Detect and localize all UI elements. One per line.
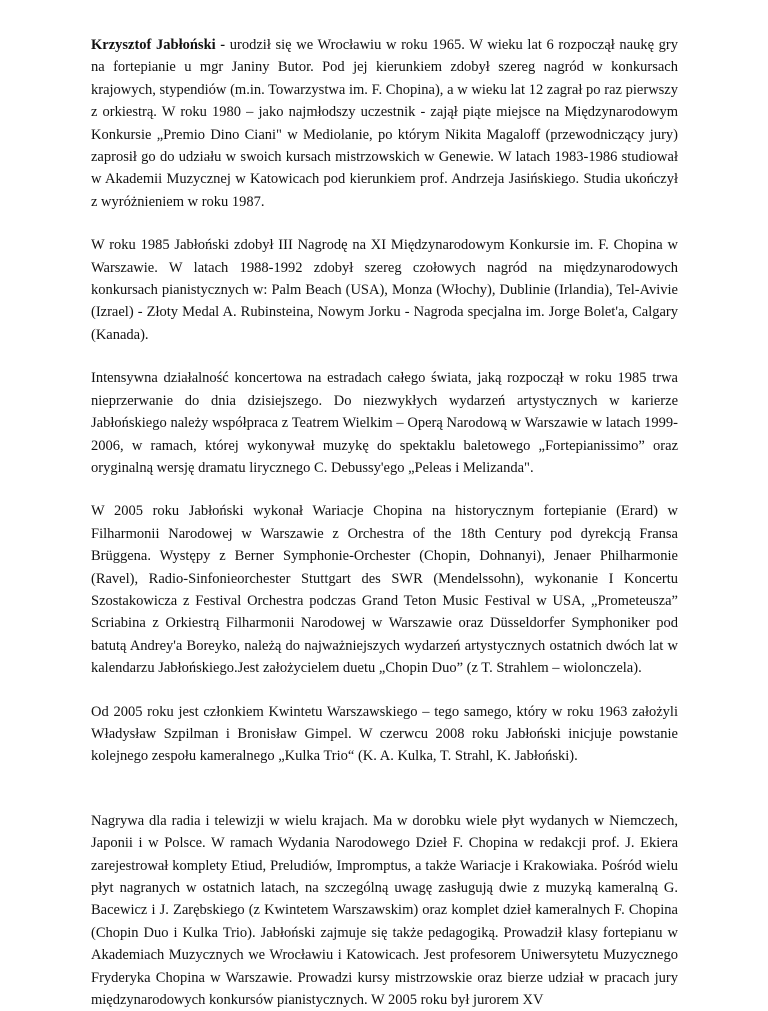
paragraph-chopin-competition: W roku 1985 Jabłoński zdobył III Nagrodę na XI Międzynarodowym Konkursie im. F. Chopina w Warszawie. W latach 1988-1992 zdobył szereg czołowych nagród na międzynarodowych konkursach pianistycznych w: Palm Beach (USA), Monza (Włochy), Dublinie (Irlandia), Tel-Avivie (Izrael) - Złoty Medal A. Rubinsteina, Nowym Jorku - Nagroda specjalna im. Jorge Bolet'a, Calgary (Kanada).	[91, 237, 678, 343]
paragraph-recordings-teaching: Nagrywa dla radia i telewizji w wielu krajach. Ma w dorobku wiele płyt wydanych w Niemczech, Japonii i w Polsce. W ramach Wydania Narodowego Dzieł F. Chopina w redakcji prof. J. Ekiera zarejestrował komplety Etiud, Preludiów, Impromptus, a także Wariacje i Krakowiaka. Pośród wielu płyt nagranych w ostatnich latach, na szczególną uwagę zasługują dwie z muzyką kameralną G. Bacewicz i J. Zarębskiego (z Kwintetem Warszawskim) oraz komplet dzieł kameralnych F. Chopina (Chopin Duo i Kulka Trio). Jabłoński zajmuje się także pedagogiką. Prowadził klasy fortepianu w Akademiach Muzycznych we Wrocławiu i Katowicach. Jest profesorem Uniwersytetu Muzycznego Fryderyka Chopina w Warszawie. Prowadzi kursy mistrzowskie oraz bierze udział w pracach jury międzynarodowych konkursów pianistycznych. W 2005 roku był jurorem XV	[91, 812, 678, 1009]
paragraph-2005-performances: W 2005 roku Jabłoński wykonał Wariacje Chopina na historycznym fortepianie (Erard) w Filharmonii Narodowej w Warszawie z Orchestra of the 18th Century pod dyrekcją Fransa Brüggena. Występy z Berner Symphonie-Orchester (Chopin, Dohnanyi), Jenaer Philharmonie (Ravel), Radio-Sinfonieorchester Stuttgart des SWR (Mendelssohn), wykonanie I Koncertu Szostakowicza z Festival Orchestra podczas Grand Teton Music Festival w USA, „Prometeusza” Scriabina z Orkiestrą Filharmonii Narodowej w Warszawie oraz Düsseldorfer Symphoniker pod batutą Andrey'a Boreyko, należą do najważniejszych wydarzeń artystycznych ostatnich dwóch lat w kalendarzu Jabłońskiego.Jest założycielem duetu „Chopin Duo” (z T. Strahlem – wiolonczela).	[91, 503, 678, 677]
document-page	[91, 34, 678, 1011]
pianist-name: Krzysztof Jabłoński -	[91, 37, 226, 53]
paragraph-concert-activity: Intensywna działalność koncertowa na estradach całego świata, jaką rozpoczął w roku 1985 trwa nieprzerwanie do dnia dzisiejszego. Do niezwykłych wydarzeń artystycznych w karierze Jabłońskiego należy współpraca z Teatrem Wielkim – Operą Narodową w Warszawie w latach 1999-2006, w ramach, której wykonywał muzykę do spektaklu baletowego „Fortepianissimo” oraz oryginalną wersję dramatu lirycznego C. Debussy'ego „Peleas i Melizanda".	[91, 370, 678, 476]
paragraph-text: urodził się we Wrocławiu w roku 1965. W wieku lat 6 rozpoczął naukę gry na fortepianie u mgr Janiny Butor. Pod jej kierunkiem zdobył szereg nagród w konkursach krajowych, stypendiów (m.in. Towarzystwa im. F. Chopina), a w wieku lat 12 zagrał po raz pierwszy z orkiestrą. W roku 1980 – jako najmłodszy uczestnik - zajął piąte miejsce na Międzynarodowym Konkursie „Premio Dino Ciani" w Mediolanie, po którym Nikita Magaloff (przewodniczący jury) zaprosił go do udziału w swoich kursach mistrzowskich w Genewie. W latach 1983-1986 studiował w Akademii Muzycznej w Katowicach pod kierunkiem prof. Andrzeja Jasińskiego. Studia ukończył z wyróżnieniem w roku 1987.	[91, 37, 679, 210]
paragraph-biography-intro	[91, 34, 678, 213]
paragraph-warsaw-quintet: Od 2005 roku jest członkiem Kwintetu Warszawskiego – tego samego, który w roku 1963 założyli Władysław Szpilman i Bronisław Gimpel. W czerwcu 2008 roku Jabłoński inicjuje powstanie kolejnego zespołu kameralnego „Kulka Trio“ (K. A. Kulka, T. Strahl, K. Jabłoński).	[91, 703, 678, 765]
